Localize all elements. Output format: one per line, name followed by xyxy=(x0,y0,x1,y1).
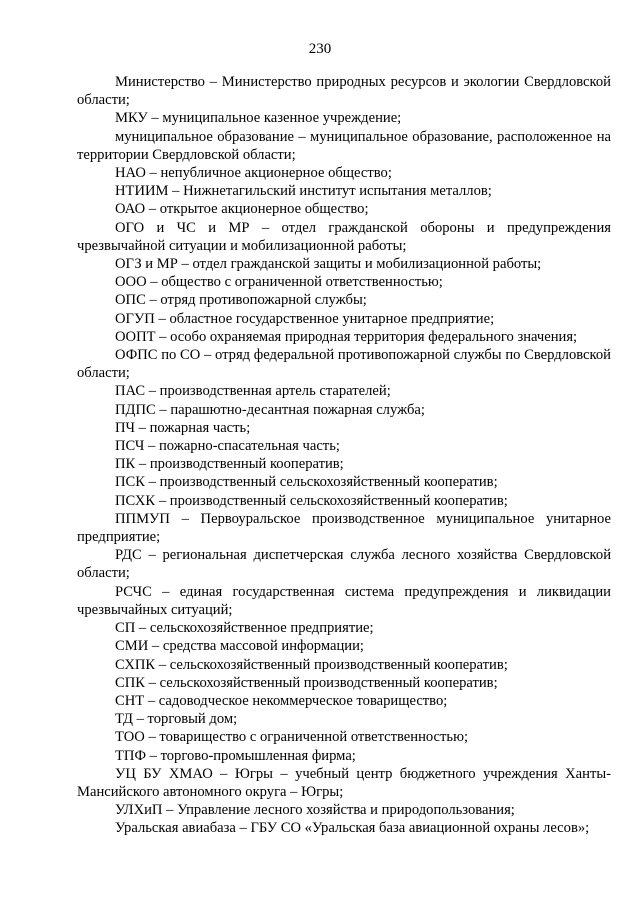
list-item: РСЧС – единая государственная система предупреждения и ликвидации чрезвычайных ситуаций; xyxy=(77,583,611,618)
list-item: ТОО – товарищество с ограниченной ответственностью; xyxy=(115,729,469,746)
list-item: УЦ БУ ХМАО – Югры – учебный центр бюджетного учреждения Ханты-Мансийского автономного округа – Югры; xyxy=(77,765,611,800)
list-item: Министерство – Министерство природных ресурсов и экологии Свердловской области; xyxy=(77,74,611,109)
list-item: ПАС – производственная артель старателей; xyxy=(115,383,391,400)
list-item: ПСЧ – пожарно-спасательная часть; xyxy=(115,438,340,455)
list-item: СПК – сельскохозяйственный производственный кооператив; xyxy=(115,674,498,691)
list-item: ООПТ – особо охраняемая природная территория федерального значения; xyxy=(115,328,578,345)
list-item: СНТ – садоводческое некоммерческое товарищество; xyxy=(115,692,448,709)
list-item: ОАО – открытое акционерное общество; xyxy=(115,201,369,218)
list-item: НАО – непубличное акционерное общество; xyxy=(115,165,392,182)
list-item: ПК – производственный кооператив; xyxy=(115,456,344,473)
list-item: ПСХК – производственный сельскохозяйственный кооператив; xyxy=(115,492,508,509)
list-item: Уральская авиабаза – ГБУ СО «Уральская база авиационной охраны лесов»; xyxy=(115,820,590,837)
list-item: СМИ – средства массовой информации; xyxy=(115,638,364,655)
page-number: 230 xyxy=(308,41,332,57)
list-item: ПЧ – пожарная часть; xyxy=(115,419,251,436)
list-item: ПДПС – парашютно-десантная пожарная служба; xyxy=(115,401,425,418)
list-item: МКУ – муниципальное казенное учреждение; xyxy=(115,110,402,127)
list-item: муниципальное образование – муниципальное образование, расположенное на территории Свердловской области; xyxy=(77,128,611,163)
list-item: СП – сельскохозяйственное предприятие; xyxy=(115,620,374,637)
list-item: ТД – торговый дом; xyxy=(115,711,238,728)
list-item: РДС – региональная диспетчерская служба лесного хозяйства Свердловской области; xyxy=(77,547,611,582)
list-item: УЛХиП – Управление лесного хозяйства и природопользования; xyxy=(115,802,515,819)
list-item: ОФПС по СО – отряд федеральной противопожарной службы по Свердловской области; xyxy=(77,347,611,382)
list-item: НТИИМ – Нижнетагильский институт испытания металлов; xyxy=(115,183,492,200)
list-item: ОПС – отряд противопожарной службы; xyxy=(115,292,367,309)
list-item: ООО – общество с ограниченной ответственностью; xyxy=(115,274,443,291)
list-item: ТПФ – торгово-промышленная фирма; xyxy=(115,747,356,764)
abbreviation-list xyxy=(77,73,611,838)
list-item: ПСК – производственный сельскохозяйственный кооператив; xyxy=(115,474,498,491)
list-item: СХПК – сельскохозяйственный производственный кооператив; xyxy=(115,656,508,673)
list-item: ОГЗ и МР – отдел гражданской защиты и мобилизационной работы; xyxy=(115,256,542,273)
list-item: ОГО и ЧС и МР – отдел гражданской обороны и предупреждения чрезвычайной ситуации и мобилизационной работы; xyxy=(77,219,611,254)
list-item: ОГУП – областное государственное унитарное предприятие; xyxy=(115,310,495,327)
list-item: ППМУП – Первоуральское производственное муниципальное унитарное предприятие; xyxy=(77,510,611,546)
